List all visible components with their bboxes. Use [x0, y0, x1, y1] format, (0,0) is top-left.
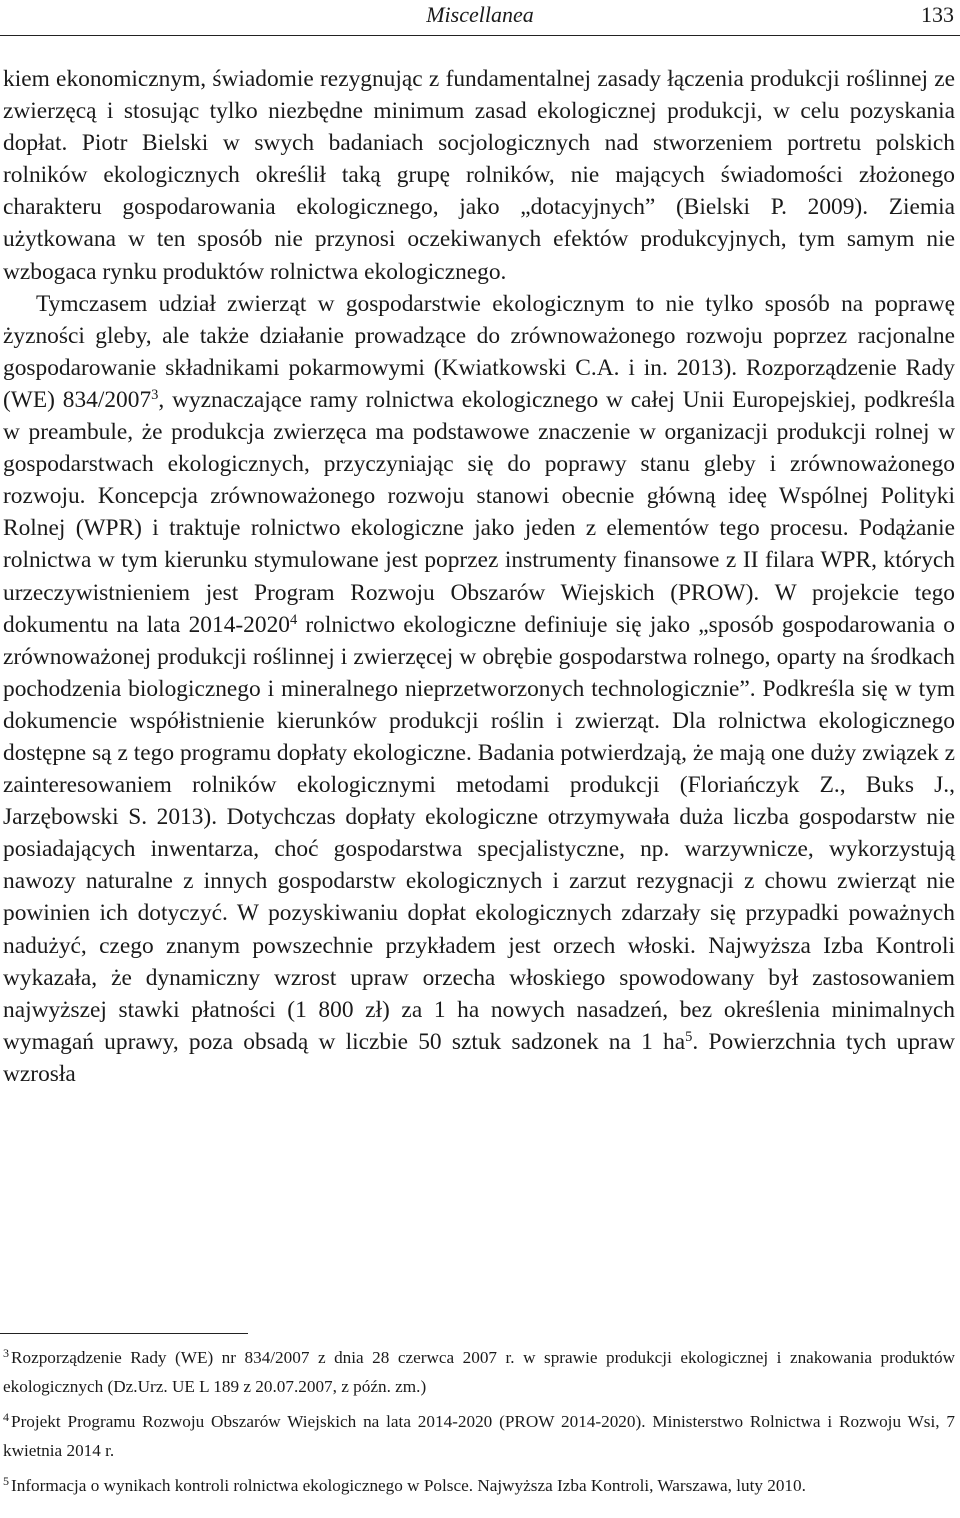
footnotes — [3, 1343, 955, 1506]
paragraph-2-text-c: rolnictwo ekologiczne definiuje się jako „sposób gospodarowania o zrównoważonej produkcji roślinnej i zwierzęcej w obrębie gospodarstwa rolnego, oparty na środkach pochodzenia biologicznego i mineralnego nieprzetworzonych technologicznie”. Podkreśla się w tym dokumencie współistnienie kierunków produkcji roślin i zwierząt. Dla rolnictwa ekologicznego dostępne są z tego programu dopłaty ekologiczne. Badania potwierdzają, że mają one duży związek z zainteresowaniem rolników ekologicznymi metodami produkcji (Floriańczyk Z., Buks J., Jarzębowski S. 2013). Dotychczas dopłaty ekologiczne otrzymywała duża liczba gospodarstw nie posiadających inwentarza, choć gospodarstwa specjalistyczne, np. warzywnicze, wykorzystują nawozy naturalne z innych gospodarstw ekologicznych i zarzut rezygnacji z chowu zwierząt nie powinien ich dotyczyć. W pozyskiwaniu dopłat ekologicznych zdarzały się przypadki poważnych nadużyć, czego znanym powszechnie przykładem jest orzech włoski. Najwyższa Izba Kontroli wykazała, że dynamiczny wzrost upraw orzecha włoskiego spowodowany był zastosowaniem najwyższej stawki płatności (1 800 zł) za 1 ha nowych nasadzeń, bez określenia minimalnych wymagań uprawy, poza obsadą w liczbie 50 sztuk sadzonek na 1 ha — [3, 611, 955, 1055]
paragraph-1 — [3, 63, 955, 288]
body-text — [3, 63, 955, 1090]
footnote-mark: 5 — [3, 1473, 10, 1488]
running-title: Miscellanea — [426, 2, 534, 27]
footnote-text: Projekt Programu Rozwoju Obszarów Wiejskich na lata 2014-2020 (PROW 2014-2020). Ministerstwo Rolnictwa i Rozwoju Wsi, 7 kwietnia 2014 r. — [3, 1412, 955, 1460]
footnote-5 — [3, 1471, 955, 1500]
paragraph-2-text-d: . Powierzchnia tych upraw wzrosła — [3, 1028, 955, 1087]
footnote-text: Informacja o wynikach kontroli rolnictwa ekologicznego w Polsce. Najwyższa Izba Kontroli, Warszawa, luty 2010. — [11, 1476, 806, 1495]
paragraph-1-text: kiem ekonomicznym, świadomie rezygnując z fundamentalnej zasady łączenia produkcji roślinnej ze zwierzęcą i stosując tylko niezbędne minimum zasad ekologicznej produkcji, w celu pozyskania dopłat. Piotr Bielski w swych badaniach socjologicznych nad stworzeniem portretu polskich rolników ekologicznych określił taką grupę rolników, nie mających świadomości złożonego charakteru gospodarowania ekologicznego, jako „dotacyjnych” (Bielski P. 2009). Ziemia użytkowana w ten sposób nie przynosi oczekiwanych efektów produkcyjnych, tym samym nie wzbogaca rynku produktów rolnictwa ekologicznego. — [3, 66, 955, 285]
page-number: 133 — [921, 2, 954, 27]
footnote-rule — [0, 1333, 248, 1334]
page-header — [0, 0, 960, 36]
paragraph-2 — [3, 288, 955, 1090]
paragraph-2-text-b: , wyznaczające ramy rolnictwa ekologicznego w całej Unii Europejskiej, podkreśla w preambule, że produkcja zwierzęca ma podstawowe znaczenie w organizacji produkcji rolnej w gospodarstwach ekologicznych, przyczyniając się do poprawy stanu gleby i zrównoważonego rozwoju. Koncepcja zrównoważonego rozwoju stanowi obecnie główną ideę Wspólnej Polityki Rolnej (WPR) i traktuje rolnictwo ekologiczne jako jeden z elementów tego procesu. Podążanie rolnictwa w tym kierunku stymulowane jest poprzez instrumenty finansowe z II filara WPR, których urzeczywistnieniem jest Program Rozwoju Obszarów Wiejskich (PROW). W projekcie tego dokumentu na lata 2014-2020 — [3, 386, 955, 638]
footnote-text: Rozporządzenie Rady (WE) nr 834/2007 z dnia 28 czerwca 2007 r. w sprawie produkcji ekologicznej i znakowania produktów ekologicznych (Dz.Urz. UE L 189 z 20.07.2007, z późn. zm.) — [3, 1348, 955, 1396]
paragraph-2-text-a: Tymczasem udział zwierząt w gospodarstwie ekologicznym to nie tylko sposób na poprawę żyzności gleby, ale także działanie prowadzące do zrównoważonego rozwoju poprzez racjonalne gospodarowanie składnikami pokarmowymi (Kwiatkowski C.A. i in. 2013). Rozporządzenie Rady (WE) 834/2007 — [3, 290, 955, 413]
header-rule — [0, 35, 960, 36]
footnote-4 — [3, 1407, 955, 1465]
footnote-mark: 4 — [3, 1409, 10, 1424]
footnote-3 — [3, 1343, 955, 1401]
footnote-ref-5: 5 — [685, 1028, 693, 1045]
footnote-mark: 3 — [3, 1345, 10, 1360]
footnote-ref-4: 4 — [289, 611, 298, 628]
footnote-ref-3: 3 — [151, 386, 159, 403]
